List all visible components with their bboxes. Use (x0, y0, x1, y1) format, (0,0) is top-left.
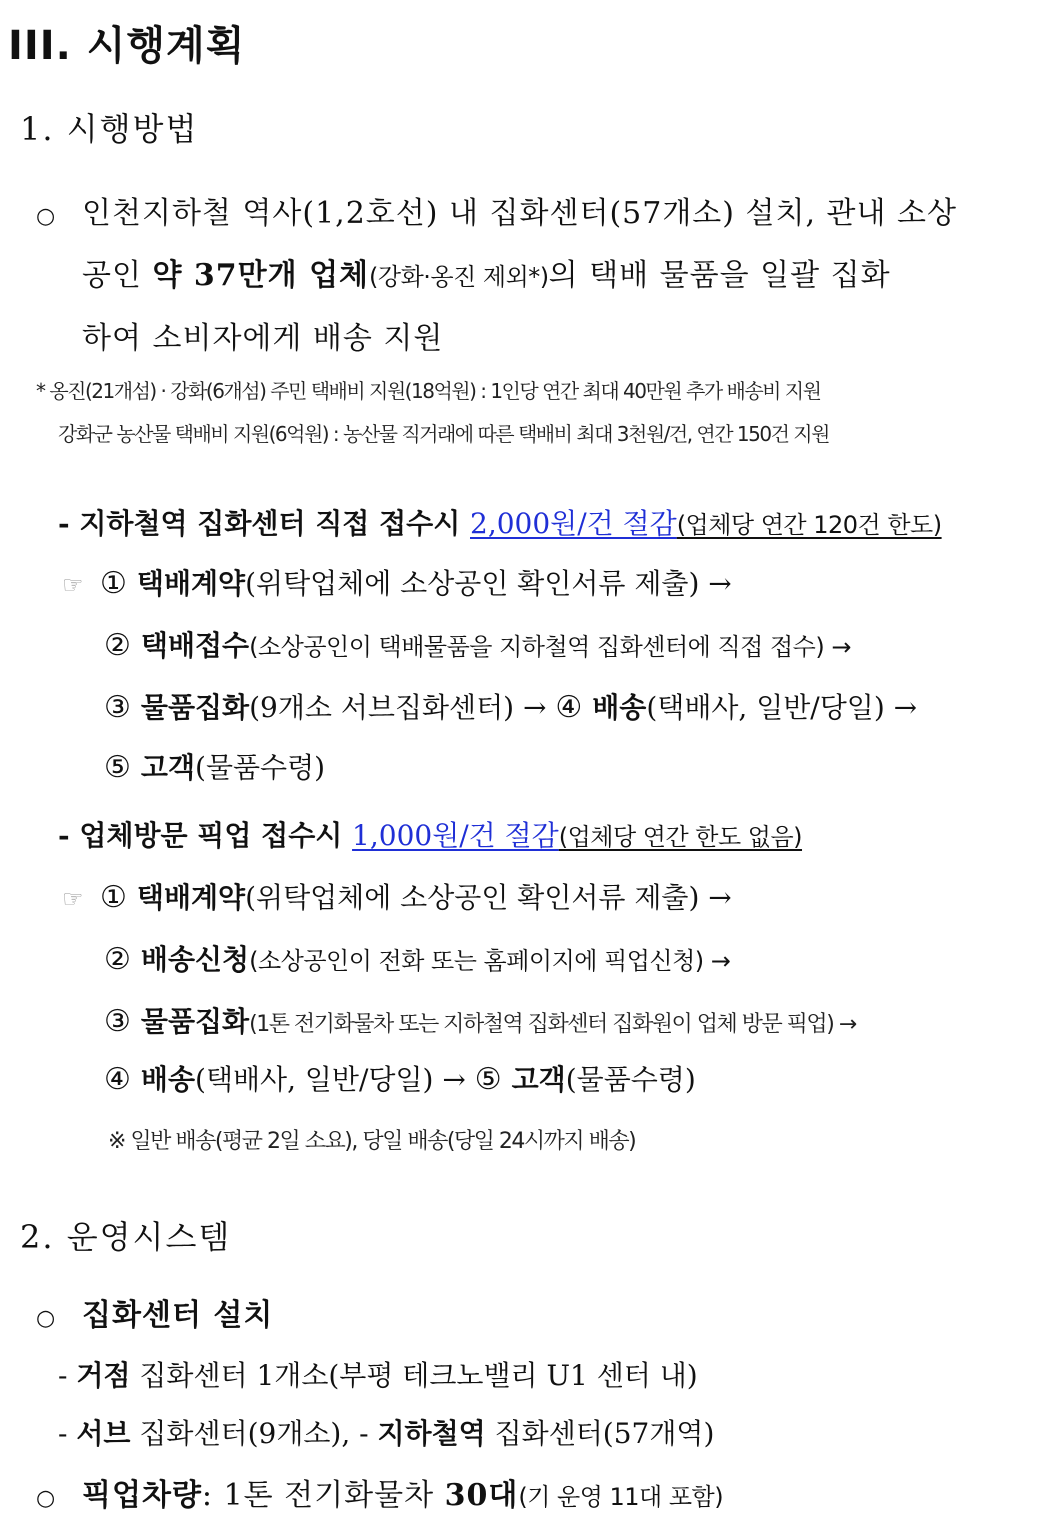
business-count: 약 37만개 업체 (152, 258, 370, 293)
pickup-vehicles: ○ 픽업차량: 1톤 전기화물차 30대(기 운영 11대 포함) (36, 1478, 724, 1513)
footnote-1: * 옹진(21개섬) · 강화(6개섬) 주민 택배비 지원(18억원) : 1인당 연간 최대 40만원 추가 배송비 지원 (36, 379, 821, 403)
delivery-note: ※ 일반 배송(평균 2일 소요), 당일 배송(당일 24시까지 배송) (108, 1129, 636, 1154)
method-a-limit: (업체당 연간 120건 한도) (676, 511, 942, 539)
method-b-step-1: ☞ ① 택배계약(위탁업체에 소상공인 확인서류 제출) → (62, 880, 732, 915)
method-a-step-2: ② 택배접수(소상공인이 택배물품을 지하철역 집화센터에 직접 접수) → (104, 628, 851, 663)
subsection-title-2: 2. 운영시스템 (20, 1218, 232, 1256)
bullet-circle-icon: ○ (36, 1306, 57, 1331)
subsection-title-1: 1. 시행방법 (20, 110, 199, 148)
method-b-step-3: ③ 물품집화(1톤 전기화물차 또는 지하철역 집화센터 집화원이 업체 방문 픽업) → (104, 1004, 856, 1039)
sub-center-line: - 서브 집화센터(9개소), - 지하철역 집화센터(57개역) (58, 1417, 715, 1450)
center-setup: ○ 집화센터 설치 (36, 1298, 274, 1333)
method-b-step-4: ④ 배송(택배사, 일반/당일) → ⑤ 고객(물품수령) (104, 1062, 696, 1097)
method-b-limit: (업체당 연간 한도 없음) (558, 823, 803, 851)
footnote-2: 강화군 농산물 택배비 지원(6억원) : 농산물 직거래에 따른 택배비 최대 3천원/건, 연간 150건 지원 (58, 422, 829, 446)
method-a-saving: 2,000원/건 절감 (470, 507, 677, 540)
method-a-step-3: ③ 물품집화(9개소 서브집화센터) → ④ 배송(택배사, 일반/당일) → (104, 690, 918, 725)
paragraph-line-2: 공인 약 37만개 업체(강화·옹진 제외*)의 택배 물품을 일괄 집화 (82, 258, 891, 293)
method-a-step-5: ⑤ 고객(물품수령) (104, 750, 326, 785)
paragraph-line-1: ○ 인천지하철 역사(1,2호선) 내 집화센터(57개소) 설치, 관내 소상 (36, 196, 958, 231)
method-a-step-1: ☞ ① 택배계약(위탁업체에 소상공인 확인서류 제출) → (62, 566, 732, 601)
method-b-step-2: ② 배송신청(소상공인이 전화 또는 홈페이지에 픽업신청) → (104, 942, 731, 977)
bullet-circle-icon: ○ (36, 204, 57, 229)
hub-center-line: - 거점 집화센터 1개소(부평 테크노밸리 U1 센터 내) (58, 1359, 698, 1392)
section-heading: III. 시행계획 (8, 23, 246, 69)
method-b-lead: - 업체방문 픽업 접수시 1,000원/건 절감(업체당 연간 한도 없음) (58, 819, 803, 852)
paragraph-line-3: 하여 소비자에게 배송 지원 (82, 321, 444, 356)
bullet-circle-icon: ○ (36, 1486, 57, 1511)
pointing-hand-icon: ☞ (62, 571, 84, 599)
method-b-saving: 1,000원/건 절감 (352, 819, 559, 852)
pointing-hand-icon: ☞ (62, 885, 84, 913)
method-a-lead: - 지하철역 집화센터 직접 접수시 2,000원/건 절감(업체당 연간 120건 한도) (58, 507, 942, 540)
